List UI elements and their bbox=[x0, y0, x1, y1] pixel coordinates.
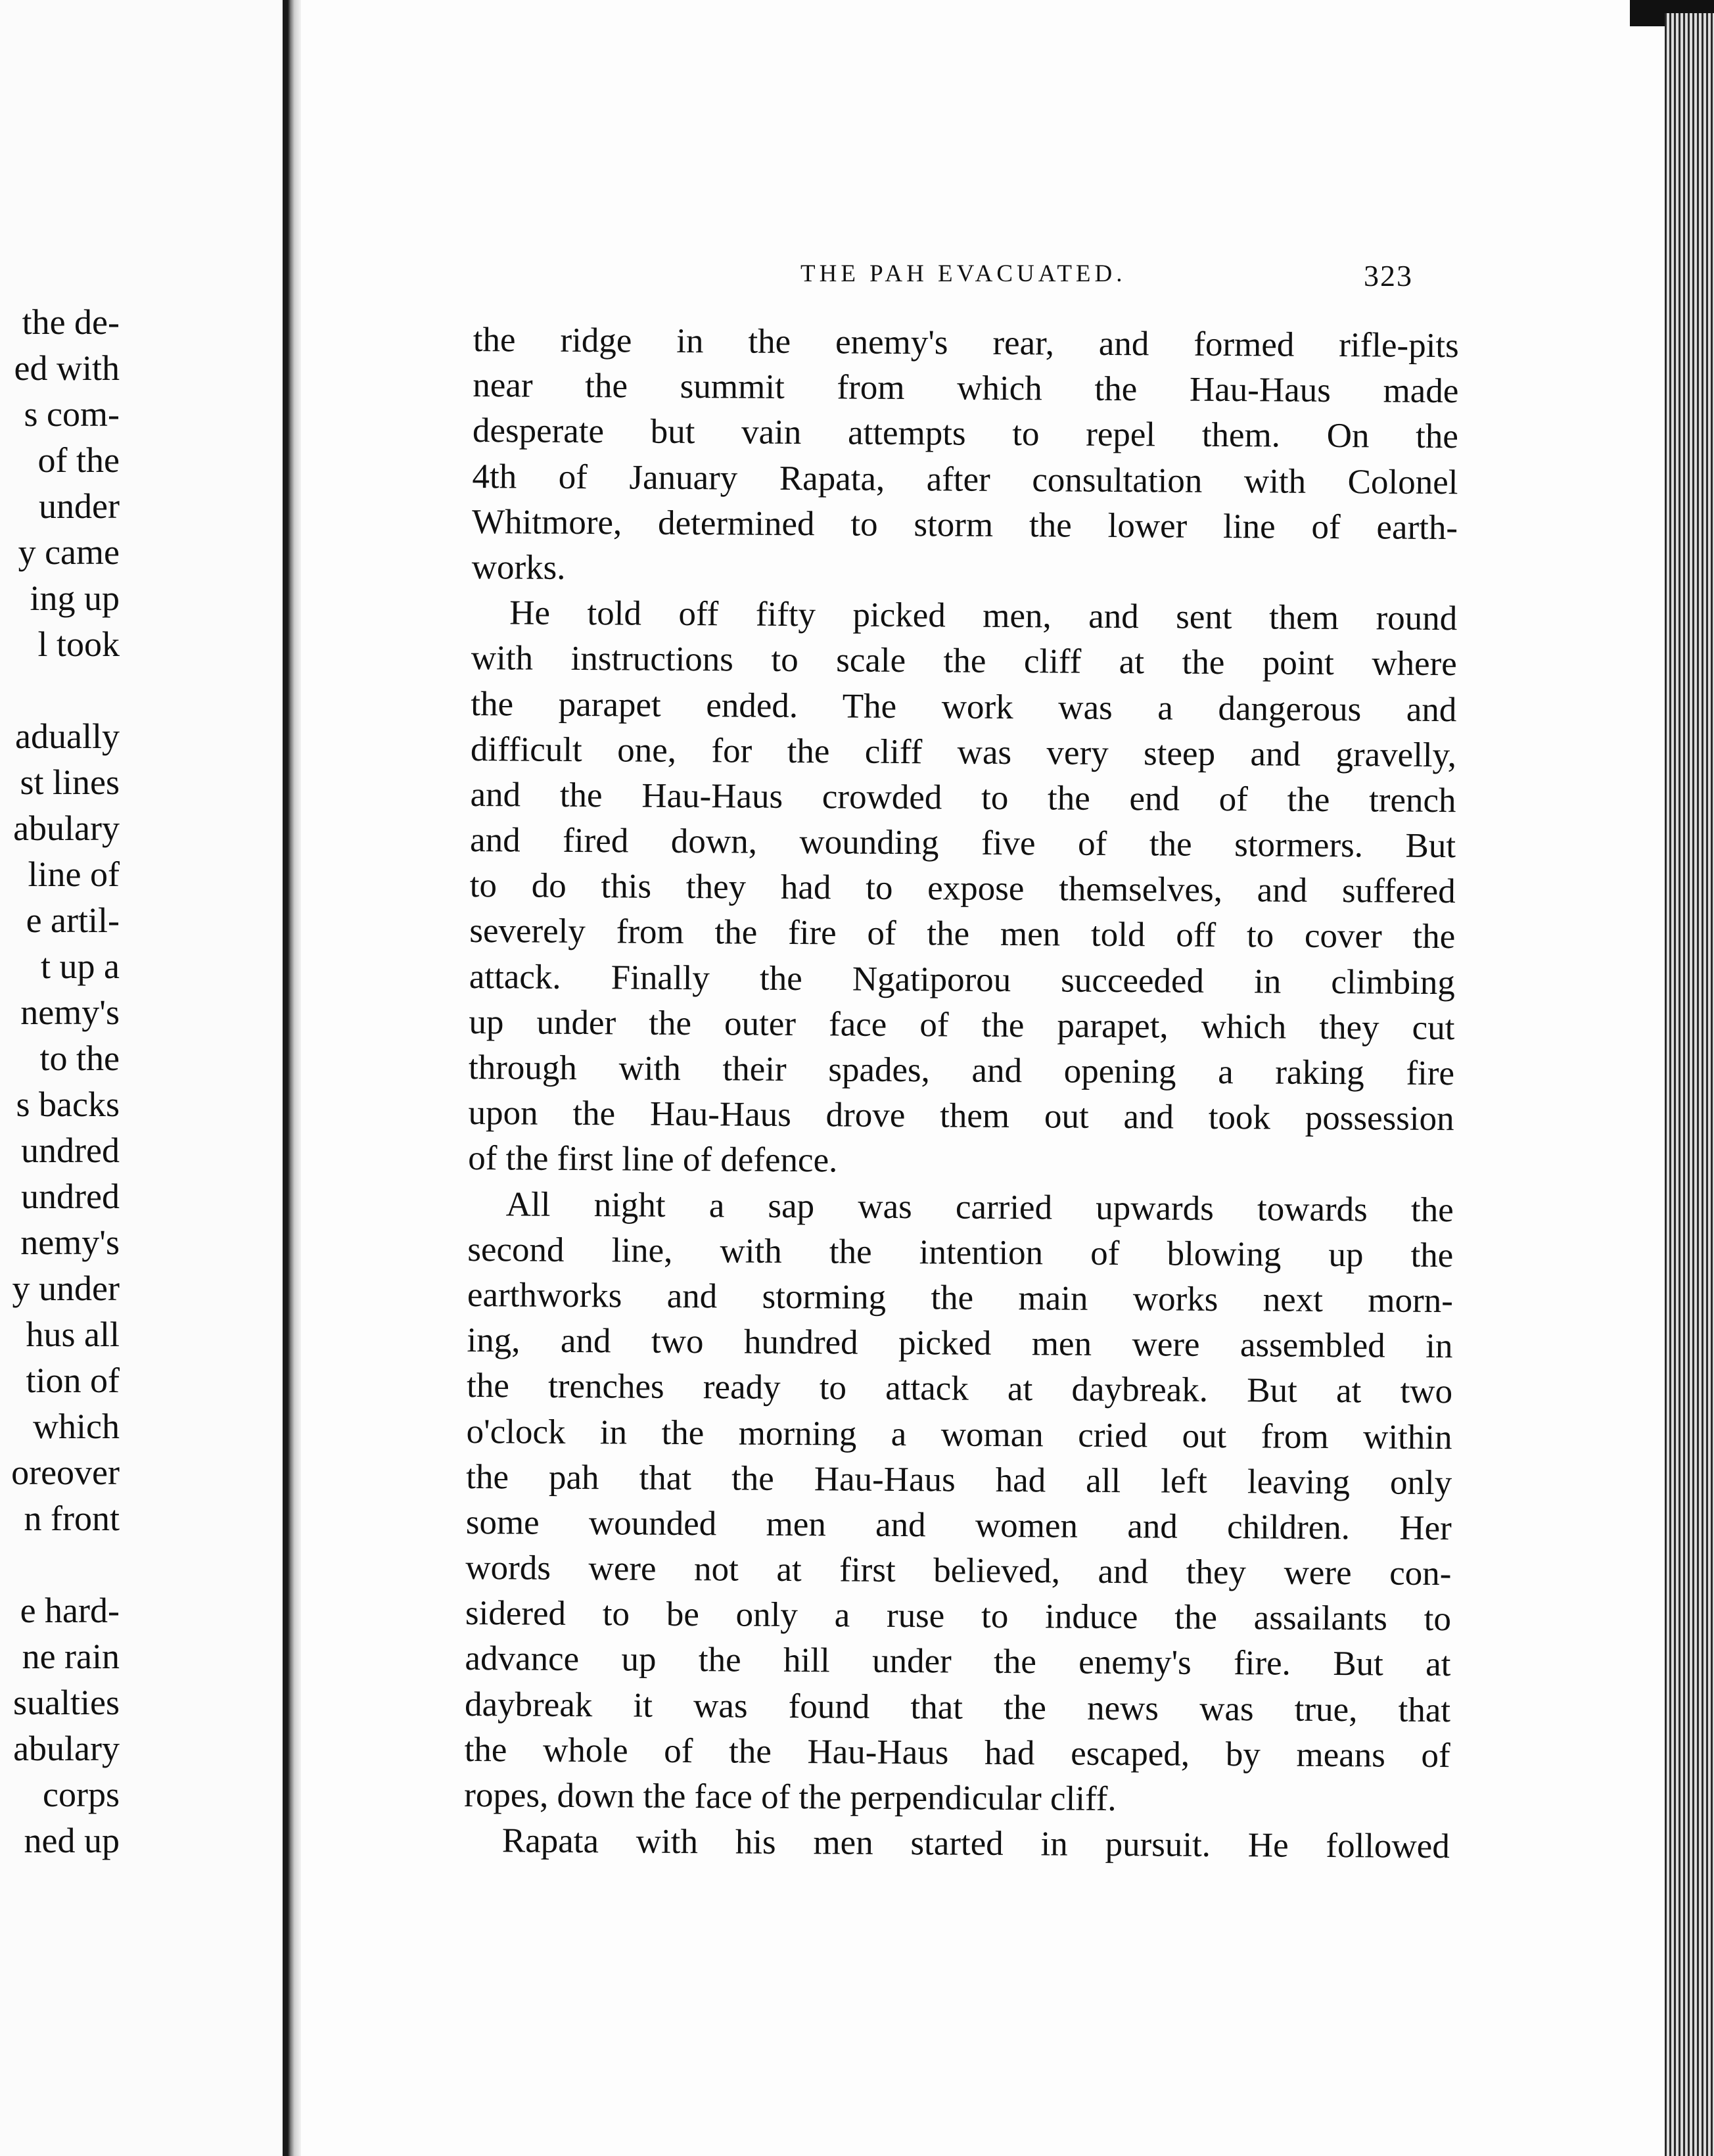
left-line: under bbox=[39, 486, 120, 526]
text-line: o'clock in the morning a woman cried out from within bbox=[466, 1412, 1452, 1457]
left-line: n front bbox=[24, 1499, 120, 1538]
left-line: st lines bbox=[20, 762, 120, 802]
text-line: daybreak it was found that the news was true, that bbox=[464, 1685, 1451, 1729]
left-line-gap bbox=[0, 1541, 120, 1587]
text-line: All night a sap was carried upwards towards the bbox=[505, 1184, 1454, 1229]
left-line: y came bbox=[18, 532, 120, 572]
text-line: the trenches ready to attack at daybreak. But at two bbox=[466, 1367, 1453, 1411]
left-line: to the bbox=[39, 1039, 120, 1078]
text-line: the parapet ended. The work was a dangerous and bbox=[471, 684, 1457, 729]
left-line: sualties bbox=[13, 1683, 120, 1722]
book-gutter bbox=[283, 0, 301, 2156]
text-line: He told off fifty picked men, and sent them round bbox=[509, 594, 1458, 638]
left-line: undred bbox=[21, 1131, 120, 1170]
left-page bbox=[0, 0, 283, 2156]
left-line: tion of bbox=[26, 1361, 120, 1400]
text-line: the whole of the Hau-Haus had escaped, by means of bbox=[464, 1730, 1450, 1775]
left-line: l took bbox=[37, 624, 120, 664]
left-line: ne rain bbox=[22, 1637, 120, 1676]
text-line: works. bbox=[471, 548, 566, 587]
page-number: 323 bbox=[1364, 259, 1413, 293]
left-line: e hard- bbox=[20, 1591, 120, 1630]
left-line: ned up bbox=[24, 1821, 120, 1860]
text-line: near the summit from which the Hau-Haus made bbox=[473, 366, 1459, 411]
left-line: line of bbox=[28, 855, 120, 894]
text-line: difficult one, for the cliff was very steep and gravelly, bbox=[470, 730, 1457, 774]
left-line-gap bbox=[0, 667, 120, 713]
left-line: corps bbox=[43, 1775, 120, 1814]
text-line: with instructions to scale the cliff at the point where bbox=[471, 639, 1457, 684]
text-line: some wounded men and women and children. Her bbox=[465, 1503, 1452, 1548]
text-line: second line, with the intention of blowing up the bbox=[467, 1230, 1454, 1275]
text-line: advance up the hill under the enemy's fire. But at bbox=[465, 1639, 1451, 1684]
left-line: which bbox=[33, 1407, 120, 1446]
left-line: nemy's bbox=[20, 1223, 120, 1262]
left-page-text bbox=[0, 299, 120, 1863]
left-line: undred bbox=[21, 1177, 120, 1216]
left-line: t up a bbox=[41, 947, 120, 986]
text-line: 4th of January Rapata, after consultation with Colonel bbox=[472, 457, 1458, 502]
text-line: sidered to be only a ruse to induce the assailants to bbox=[465, 1594, 1452, 1639]
text-line: the ridge in the enemy's rear, and formed rifle-pits bbox=[473, 320, 1459, 365]
text-line: Whitmore, determined to storm the lower line of earth- bbox=[471, 502, 1458, 547]
left-line: nemy's bbox=[20, 993, 120, 1032]
left-line: abulary bbox=[13, 1729, 120, 1768]
text-line: desperate but vain attempts to repel them. On the bbox=[472, 411, 1459, 456]
left-line: hus all bbox=[26, 1315, 120, 1354]
text-line: the pah that the Hau-Haus had all left leaving only bbox=[466, 1457, 1452, 1502]
text-line: ropes, down the face of the perpendicular cliff. bbox=[464, 1775, 1117, 1819]
text-line: attack. Finally the Ngatiporou succeeded in climbing bbox=[469, 957, 1456, 1002]
left-line: oreover bbox=[11, 1453, 120, 1492]
left-line: ed with bbox=[14, 348, 120, 388]
text-line: Rapata with his men started in pursuit. He followed bbox=[501, 1821, 1450, 1866]
text-line: and fired down, wounding five of the stormers. But bbox=[469, 821, 1456, 866]
text-line: earthworks and storming the main works next morn- bbox=[467, 1275, 1454, 1321]
text-line: to do this they had to expose themselves, and suffered bbox=[469, 866, 1456, 911]
left-line: y under bbox=[12, 1269, 120, 1308]
text-line: and the Hau-Haus crowded to the end of the trench bbox=[470, 775, 1456, 820]
text-line: severely from the fire of the men told off to cover the bbox=[469, 912, 1456, 956]
text-line: of the first line of defence. bbox=[468, 1139, 838, 1180]
left-line: abulary bbox=[13, 808, 120, 848]
page-stack-edges bbox=[1665, 13, 1714, 2156]
text-line: upon the Hau-Haus drove them out and took possession bbox=[468, 1094, 1454, 1138]
text-line: words were not at first believed, and they were con- bbox=[465, 1549, 1452, 1593]
text-line: through with their spades, and opening a raking fire bbox=[468, 1048, 1455, 1093]
left-line: adually bbox=[15, 716, 120, 756]
text-line: up under the outer face of the parapet, which they cut bbox=[469, 1002, 1455, 1047]
left-line: the de- bbox=[22, 302, 120, 342]
left-line: ing up bbox=[30, 578, 120, 618]
left-line: s com- bbox=[24, 394, 120, 434]
left-line: e artil- bbox=[26, 901, 120, 940]
body-text bbox=[464, 317, 1459, 1869]
running-head: THE PAH EVACUATED. bbox=[800, 260, 1126, 287]
left-line: s backs bbox=[16, 1085, 120, 1124]
left-line: of the bbox=[37, 440, 120, 480]
text-line: ing, and two hundred picked men were assembled in bbox=[467, 1321, 1453, 1366]
